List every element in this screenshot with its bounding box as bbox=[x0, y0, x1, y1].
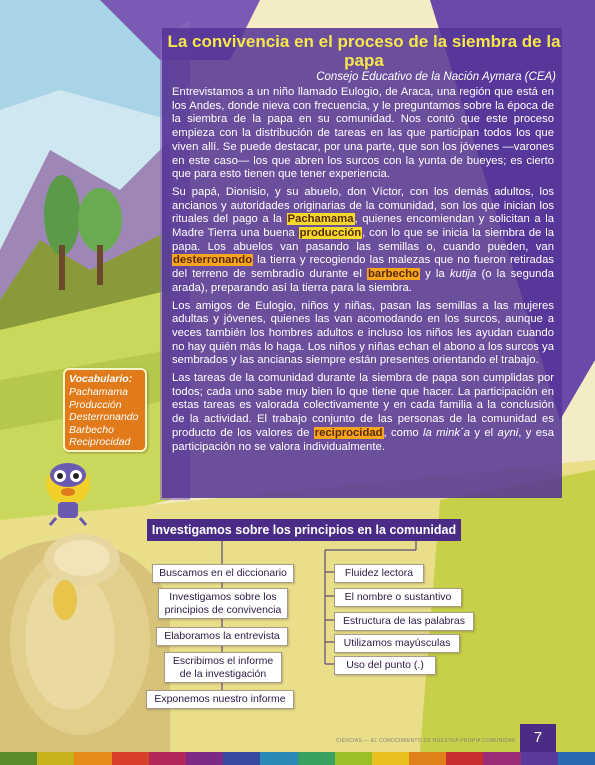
skill-box: Estructura de las palabras bbox=[334, 612, 474, 631]
skill-box: Fluidez lectora bbox=[334, 564, 424, 583]
strip-segment bbox=[74, 752, 111, 765]
skill-box: Utilizamos mayúsculas bbox=[334, 634, 460, 653]
word-minka: la mink´a bbox=[423, 426, 471, 439]
word-kutija: kutija bbox=[449, 268, 477, 281]
vocabulary-item: Desterronando bbox=[69, 411, 139, 423]
keyword-reciprocidad: reciprocidad bbox=[314, 426, 383, 439]
strip-segment bbox=[149, 752, 186, 765]
keyword-barbecho: barbecho bbox=[368, 268, 419, 281]
strip-segment bbox=[335, 752, 372, 765]
vocabulary-item: Barbecho bbox=[69, 423, 114, 436]
strip-segment bbox=[409, 752, 446, 765]
strip-segment bbox=[446, 752, 483, 765]
vocabulary-item: Reciprocidad bbox=[69, 436, 131, 448]
strip-segment bbox=[558, 752, 595, 765]
skill-box: Uso del punto (.) bbox=[334, 656, 436, 675]
paragraph-4: Las tareas de la comunidad durante la siembra de papa son cumplidas por todos; cada uno sabe muy bien lo que tiene que hacer. La participación en estas tareas es valorada colectivamente y en cada familia a la conclusión de la actividad. El trabajo conjunto de las personas de la comunidad es producto de los valores de reciprocidad, como la mink´a y el ayni, y esa participación no se valora individualmente. bbox=[172, 372, 554, 453]
strip-segment bbox=[186, 752, 223, 765]
strip-segment bbox=[37, 752, 74, 765]
vocabulary-item: Pachamama bbox=[69, 386, 128, 398]
word-ayni: ayni bbox=[497, 426, 519, 439]
vocabulary-item: Producción bbox=[69, 398, 122, 411]
strip-segment bbox=[372, 752, 409, 765]
paragraph-2: Su papá, Dionisio, y su abuelo, don Víctor, con los demás adultos, los ancianos y autoridades originarias de la comunidad, son los que inician los rituales del pago a la Pachamama, quienes encomiendan y solicitan a la Madre Tierra una buena producción, con lo que se inicia la siembra de la papa. Los abuelos van pasando las semillas o, cuando pueden, van desterronando la tierra y recogiendo las malezas que no fueron retiradas del terreno de sembradío durante el barbecho y la kutija (o la segunda arada), preparando así la tierra para la siembra. bbox=[172, 185, 555, 294]
footer-note: CIENCIAS — EL CONOCIMIENTO DE NUESTRA PROPIA COMUNIDAD bbox=[336, 738, 516, 744]
strip-segment bbox=[0, 752, 37, 765]
paragraph-3: Los amigos de Eulogio, niños y niñas, pasan las semillas a las mujeres adultas y jóvenes, quienes las van acomodando en los surcos, aunque a veces también los hombres adultos e incluso los niños les ayudan cuando no hay quién más lo haga. Los niños y niñas echan el abono a los surcos ya sembrados y las ancianas siempre están presentes orientando el trabajo. bbox=[172, 299, 554, 367]
strip-segment bbox=[260, 752, 297, 765]
task-box: Escribimos el informe de la investigación bbox=[164, 652, 282, 683]
strip-segment bbox=[521, 752, 558, 765]
strip-segment bbox=[483, 752, 520, 765]
strip-segment bbox=[112, 752, 149, 765]
keyword-pachamama: Pachamama bbox=[287, 213, 354, 226]
strip-segment bbox=[223, 752, 260, 765]
skill-box: El nombre o sustantivo bbox=[334, 588, 462, 607]
task-box: Elaboramos la entrevista bbox=[156, 627, 288, 646]
strip-segment bbox=[298, 752, 335, 765]
color-strip bbox=[0, 752, 595, 765]
task-box: Exponemos nuestro informe bbox=[146, 690, 294, 709]
article-title: La convivencia en el proceso de la siembra de la papa bbox=[167, 32, 561, 70]
investigamos-header: Investigamos sobre los principios en la comunidad bbox=[147, 519, 461, 541]
vocabulary-title: Vocabulario: bbox=[69, 373, 133, 385]
task-box: Buscamos en el diccionario bbox=[152, 564, 294, 583]
task-box: Investigamos sobre los principios de convivencia bbox=[158, 588, 288, 619]
paragraph-1: Entrevistamos a un niño llamado Eulogio, de Araca, una región que está en los Andes, donde nieva con frecuencia, y le preguntamos sobre la época de la siembra de la papa en su comunidad. Nos contó que este proceso empieza con la distribución de tareas en las que participan todos los que viven allí. Se puede destacar, por una parte, que son los jóvenes —varones en este caso— los que abren los surcos con la yunta de bueyes; es cierto que para esto tienen que tener experiencia. bbox=[172, 86, 554, 181]
keyword-produccion: producción bbox=[299, 227, 362, 240]
article-author: Consejo Educativo de la Nación Aymara (CEA) bbox=[316, 71, 556, 83]
page-number: 7 bbox=[520, 724, 556, 752]
keyword-desterronando: desterronando bbox=[173, 254, 253, 267]
